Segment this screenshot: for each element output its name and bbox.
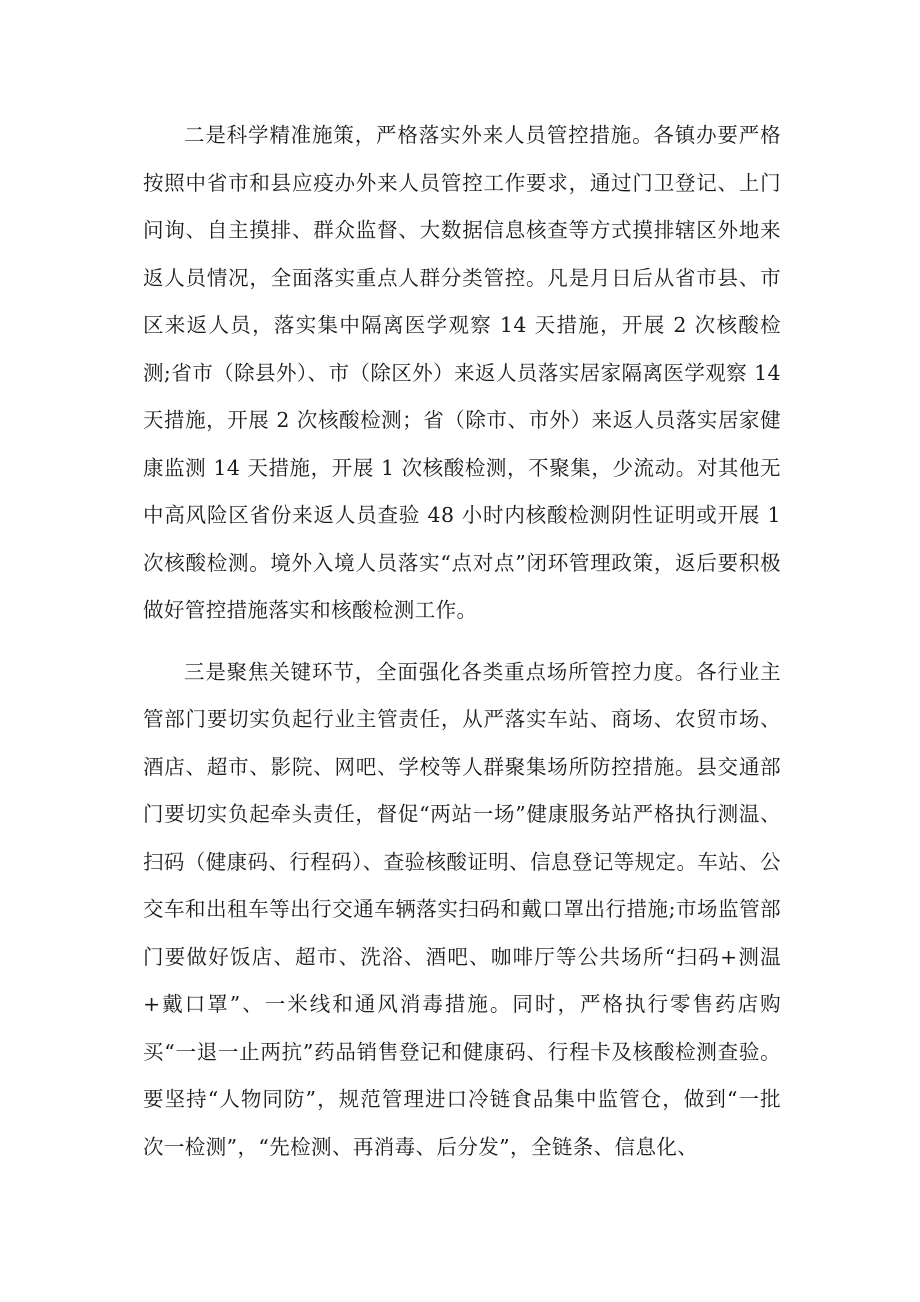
paragraph-foreign-arrivals-control: 二是科学精准施策，严格落实外来人员管控措施。各镇办要严格按照中省市和县应疫办外来人员管控工作要求，通过门卫登记、上门问询、自主摸排、群众监督、大数据信息核查等方式摸排辖区外地来返人员情况，全面落实重点人群分类管控。凡是月日后从省市县、市区来返人员，落实集中隔离医学观察 14 天措施，开展 2 次核酸检测;省市（除县外）、市（除区外）来返人员落实居家隔离医学观察 14 天措施，开展 2 次核酸检测；省（除市、市外）来返人员落实居家健康监测 14 天措施，开展 1 次核酸检测，不聚集，少流动。对其他无中高风险区省份来返人员查验 48 小时内核酸检测阴性证明或开展 1 次核酸检测。境外入境人员落实“点对点”闭环管理政策，返后要积极做好管控措施落实和核酸检测工作。 [143, 123, 781, 622]
document-body [143, 112, 781, 1171]
paragraph-key-venues-control: 三是聚焦关键环节，全面强化各类重点场所管控力度。各行业主管部门要切实负起行业主管责任，从严落实车站、商场、农贸市场、酒店、超市、影院、网吧、学校等人群聚集场所防控措施。县交通部门要切实负起牵头责任，督促“两站一场”健康服务站严格执行测温、扫码（健康码、行程码）、查验核酸证明、信息登记等规定。车站、公交车和出租车等出行交通车辆落实扫码和戴口罩出行措施;市场监管部门要做好饭店、超市、洗浴、酒吧、咖啡厅等公共场所“扫码+测温+戴口罩”、一米线和通风消毒措施。同时，严格执行零售药店购买“一退一止两抗”药品销售登记和健康码、行程卡及核酸检测查验。要坚持“人物同防”，规范管理进口冷链食品集中监管仓，做到“一批次一检测”，“先检测、再消毒、后分发”，全链条、信息化、 [143, 659, 781, 1159]
